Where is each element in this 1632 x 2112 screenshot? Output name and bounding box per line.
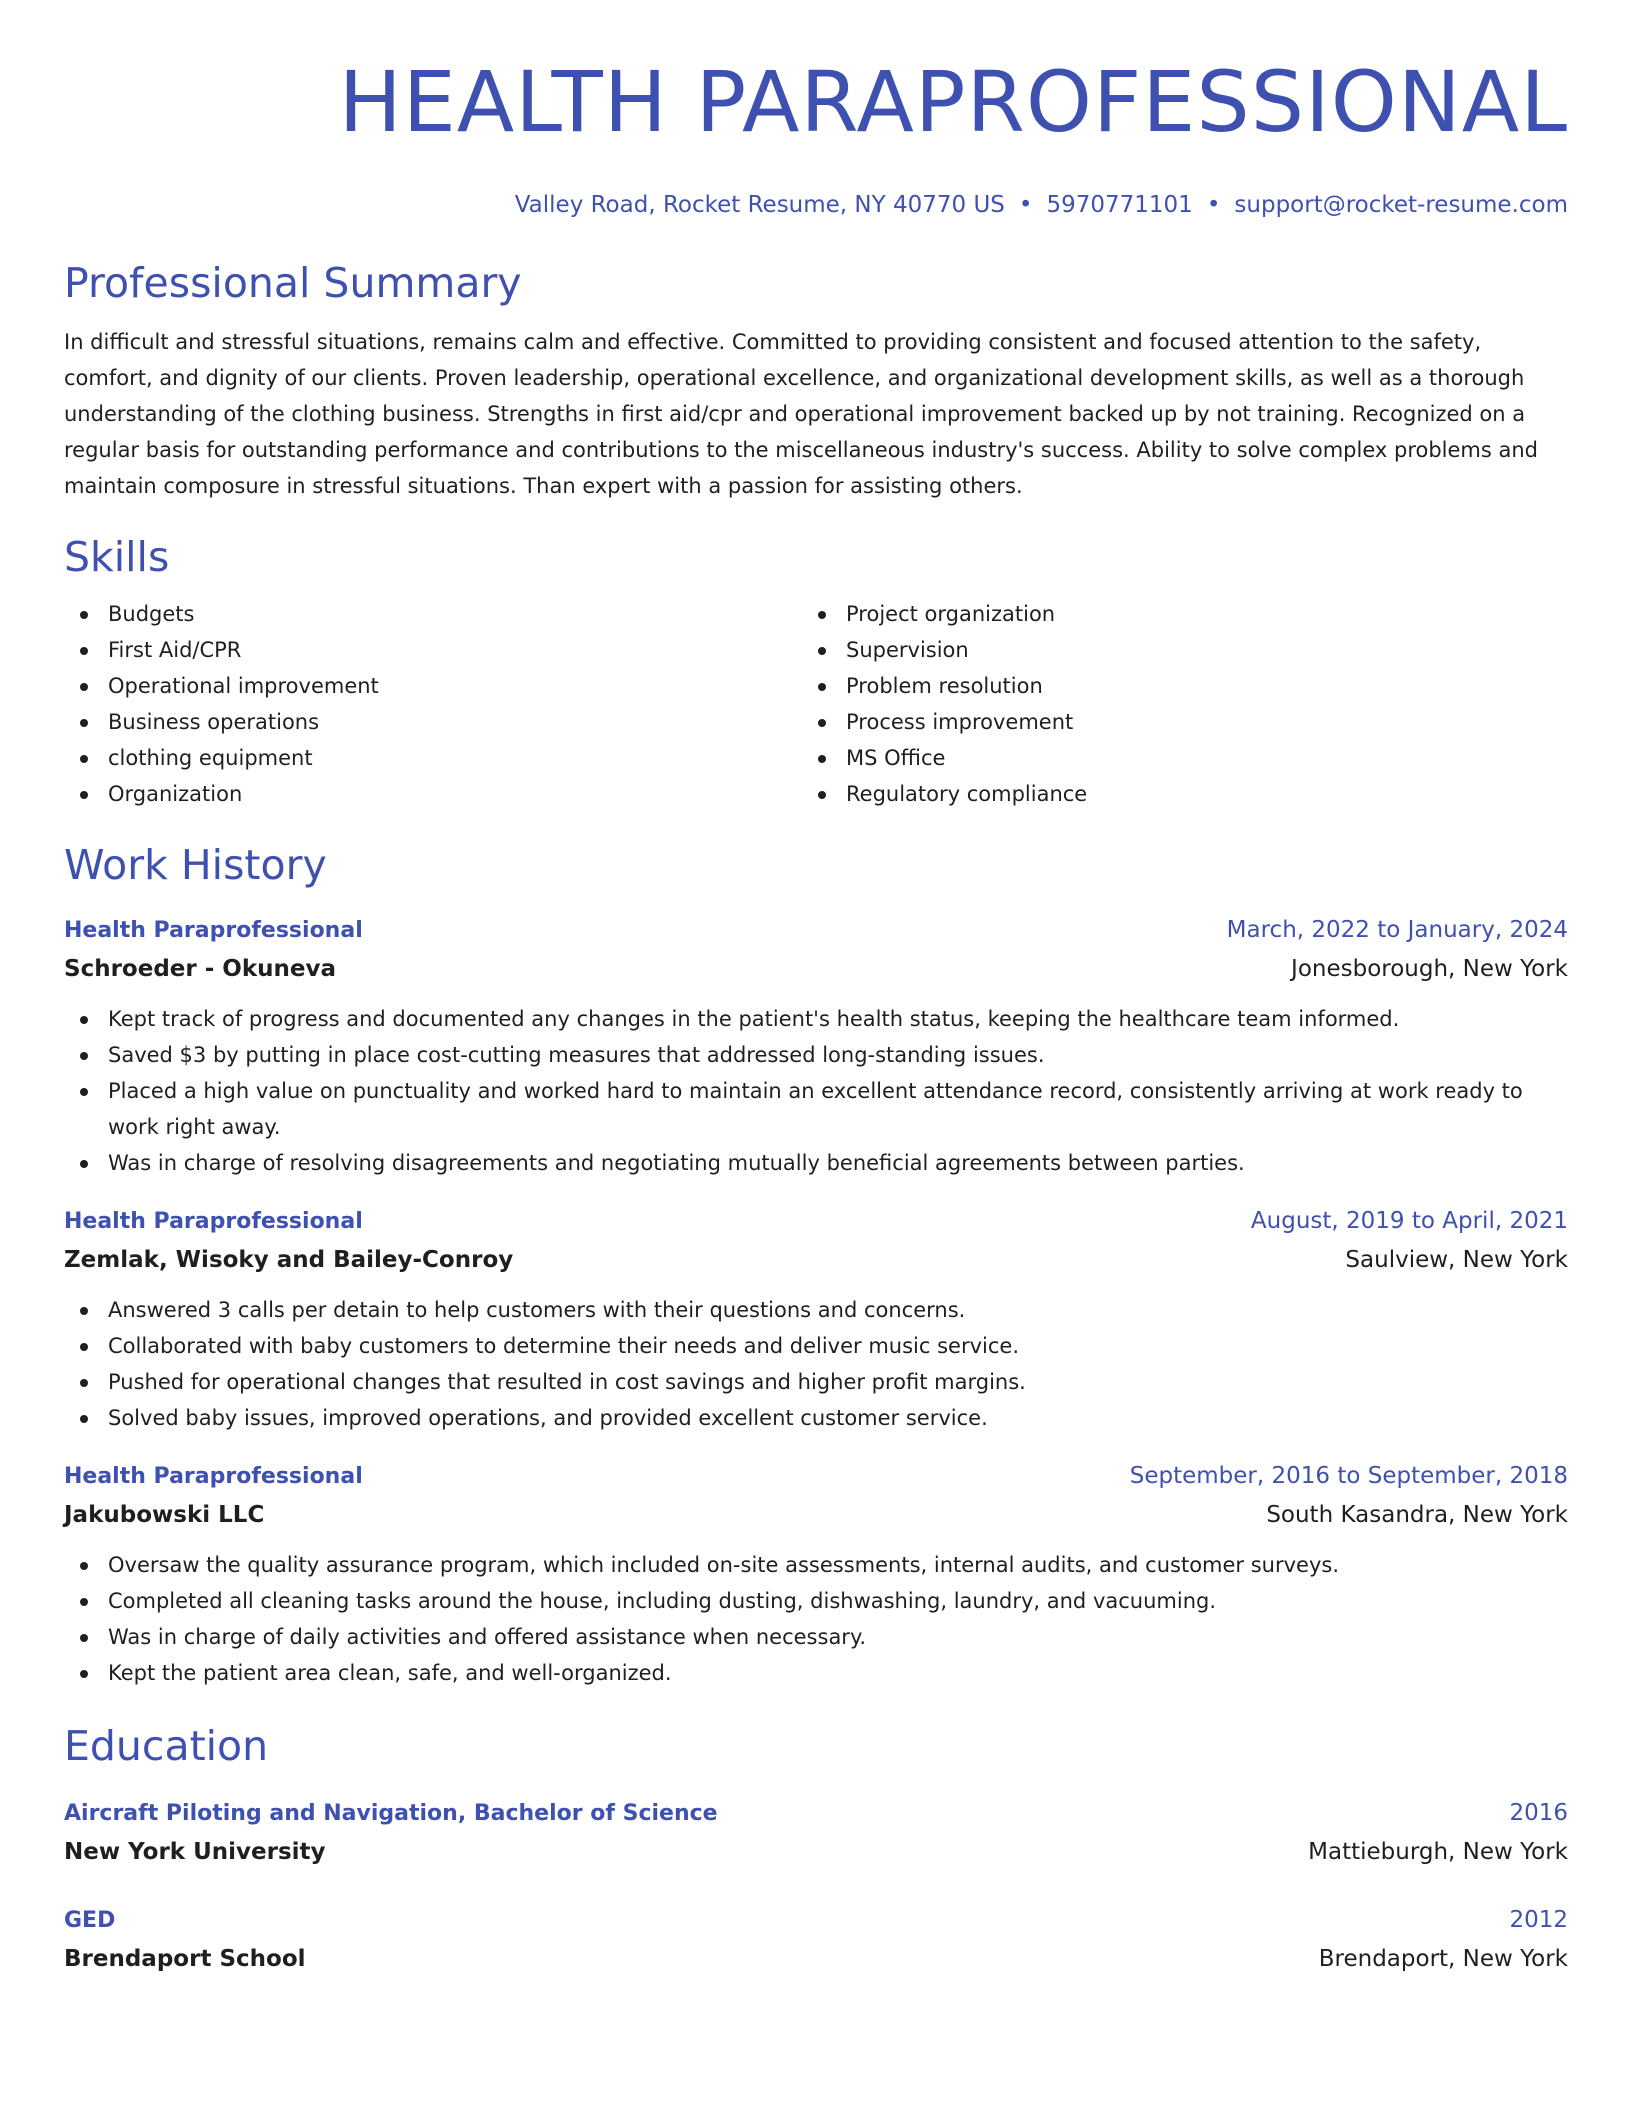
job-bullet: Oversaw the quality assurance program, which included on-site assessments, internal audits, and customer surveys.: [64, 1547, 1568, 1583]
skill-item: Process improvement: [802, 704, 1540, 740]
job-title: Health Paraprofessional: [64, 1464, 363, 1489]
skill-item: Organization: [64, 776, 802, 812]
skill-item: Project organization: [802, 596, 1540, 632]
job-company: Zemlak, Wisoky and Bailey-Conroy: [64, 1247, 514, 1273]
skills-section: [64, 532, 1568, 812]
skills-columns: [64, 596, 1568, 812]
skill-item: First Aid/CPR: [64, 632, 802, 668]
summary-heading: Professional Summary: [64, 259, 522, 307]
job-dates: March, 2022 to January, 2024: [1226, 917, 1568, 943]
job-title: Health Paraprofessional: [64, 918, 363, 943]
skills-list-left: [64, 596, 802, 812]
education-school: New York University: [64, 1839, 326, 1865]
contact-separator: •: [1206, 192, 1221, 218]
job-entry: [64, 1203, 1568, 1436]
job-entry: [64, 912, 1568, 1181]
job-company-row: [64, 949, 1568, 989]
education-degree: Aircraft Piloting and Navigation, Bachelor of Science: [64, 1801, 718, 1826]
job-location: South Kasandra, New York: [1266, 1502, 1568, 1528]
job-title: Health Paraprofessional: [64, 1209, 363, 1234]
skill-item: Problem resolution: [802, 668, 1540, 704]
skill-item: MS Office: [802, 740, 1540, 776]
education-header-row: [64, 1795, 1568, 1832]
work-history-heading: Work History: [64, 841, 327, 889]
job-bullet: Saved $3 by putting in place cost-cutting measures that addressed long-standing issues.: [64, 1037, 1568, 1073]
education-school: Brendaport School: [64, 1946, 306, 1972]
job-dates: September, 2016 to September, 2018: [1129, 1463, 1568, 1489]
job-company-row: [64, 1240, 1568, 1280]
education-entry: [64, 1902, 1568, 1979]
job-company-row: [64, 1495, 1568, 1535]
contact-address: Valley Road, Rocket Resume, NY 40770 US: [514, 192, 1005, 218]
job-bullet: Answered 3 calls per detain to help customers with their questions and concerns.: [64, 1292, 1568, 1328]
job-header-row: [64, 912, 1568, 949]
job-company: Schroeder - Okuneva: [64, 956, 336, 982]
education-location: Brendaport, New York: [1318, 1946, 1568, 1972]
skill-item: Regulatory compliance: [802, 776, 1540, 812]
job-bullets: [64, 1001, 1568, 1181]
job-bullets: [64, 1292, 1568, 1436]
job-entry: [64, 1458, 1568, 1691]
job-header-row: [64, 1458, 1568, 1495]
job-bullet: Placed a high value on punctuality and worked hard to maintain an excellent attendance record, consistently arriving at work ready to work right away.: [64, 1073, 1568, 1145]
job-header-row: [64, 1203, 1568, 1240]
job-location: Jonesborough, New York: [1291, 956, 1568, 982]
job-bullet: Kept track of progress and documented any changes in the patient's health status, keeping the healthcare team informed.: [64, 1001, 1568, 1037]
skill-item: Operational improvement: [64, 668, 802, 704]
education-year: 2016: [1509, 1800, 1568, 1826]
contact-line: [64, 190, 1568, 220]
education-school-row: [64, 1832, 1568, 1872]
education-location: Mattieburgh, New York: [1308, 1839, 1568, 1865]
job-bullet: Pushed for operational changes that resulted in cost savings and higher profit margins.: [64, 1364, 1568, 1400]
job-company: Jakubowski LLC: [64, 1502, 265, 1528]
summary-section: [64, 258, 1568, 504]
education-heading: Education: [64, 1722, 269, 1770]
education-year: 2012: [1509, 1907, 1568, 1933]
skill-item: Budgets: [64, 596, 802, 632]
candidate-name: HEALTH PARAPROFESSIONAL: [338, 53, 1568, 151]
education-section: [64, 1721, 1568, 1979]
education-school-row: [64, 1939, 1568, 1979]
skill-item: clothing equipment: [64, 740, 802, 776]
job-bullet: Kept the patient area clean, safe, and well-organized.: [64, 1655, 1568, 1691]
job-bullet: Completed all cleaning tasks around the house, including dusting, dishwashing, laundry, and vacuuming.: [64, 1583, 1568, 1619]
job-bullet: Collaborated with baby customers to determine their needs and deliver music service.: [64, 1328, 1568, 1364]
job-bullet: Was in charge of daily activities and offered assistance when necessary.: [64, 1619, 1568, 1655]
contact-separator: •: [1018, 192, 1033, 218]
education-degree: GED: [64, 1908, 116, 1933]
work-history-section: [64, 840, 1568, 1691]
summary-text: In difficult and stressful situations, remains calm and effective. Committed to providing consistent and focused attention to the safety, comfort, and dignity of our clients. Proven leadership, operational excellence, and organizational development skills, as well as a thorough understanding of the clothing business. Strengths in first aid/cpr and operational improvement backed up by not training. Recognized on a regular basis for outstanding performance and contributions to the miscellaneous industry's success. Ability to solve complex problems and maintain composure in stressful situations. Than expert with a passion for assisting others.: [64, 330, 1539, 498]
skill-item: Business operations: [64, 704, 802, 740]
job-bullet: Was in charge of resolving disagreements and negotiating mutually beneficial agreements between parties.: [64, 1145, 1568, 1181]
job-bullet: Solved baby issues, improved operations, and provided excellent customer service.: [64, 1400, 1568, 1436]
job-location: Saulview, New York: [1345, 1247, 1568, 1273]
skills-heading: Skills: [64, 533, 170, 581]
contact-phone: 5970771101: [1046, 192, 1193, 218]
contact-email: support@rocket-resume.com: [1234, 192, 1568, 218]
education-entry: [64, 1795, 1568, 1872]
job-dates: August, 2019 to April, 2021: [1250, 1208, 1568, 1234]
job-bullets: [64, 1547, 1568, 1691]
skill-item: Supervision: [802, 632, 1540, 668]
resume-header: [64, 0, 1568, 220]
education-header-row: [64, 1902, 1568, 1939]
skills-list-right: [802, 596, 1540, 812]
